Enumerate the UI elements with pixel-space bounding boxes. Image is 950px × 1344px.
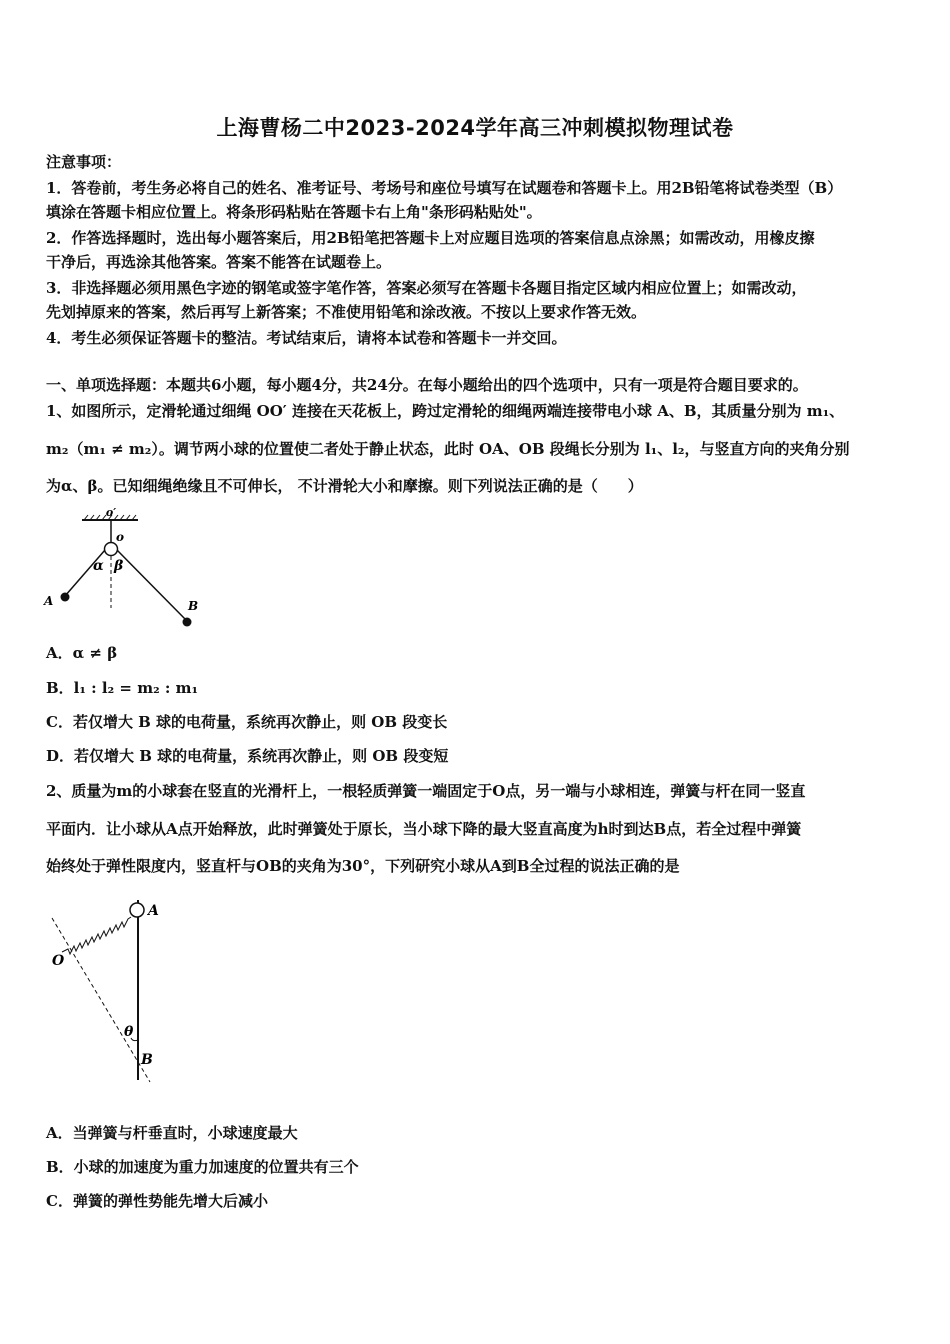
label-b: B [141, 1052, 153, 1068]
ball-b [183, 618, 192, 627]
notice-line: 1．答卷前，考生务必将自己的姓名、准考证号、考场号和座位号填写在试题卷和答题卡上。用2B铅笔将试卷类型（B） [46, 179, 843, 197]
q2-stem-line: 2、质量为m的小球套在竖直的光滑杆上，一根轻质弹簧一端固定于O点，另一端与小球相连，弹簧与杆在同一竖直 [46, 782, 806, 800]
notice-line: 填涂在答题卡相应位置上。将条形码粘贴在答题卡右上角"条形码粘贴处"。 [46, 203, 542, 221]
ball-a [61, 593, 70, 602]
q1-option-b[interactable]: B．l₁ : l₂ = m₂ : m₁ [46, 679, 199, 697]
ball-a [130, 903, 144, 917]
q1-stem-line: 1、如图所示，定滑轮通过细绳 OO′ 连接在天花板上，跨过定滑轮的细绳两端连接带电小球 A、B，其质量分别为 m₁、 [46, 402, 845, 420]
notice-heading: 注意事项： [46, 153, 122, 171]
q2-stem-line: 始终处于弹性限度内，竖直杆与OB的夹角为30°，下列研究小球从A到B全过程的说法正确的是 [46, 857, 680, 875]
notice-line: 先划掉原来的答案，然后再写上新答案；不准使用铅笔和涂改液。不按以上要求作答无效。 [46, 303, 647, 321]
dashed-line-ob [52, 918, 150, 1082]
pulley [105, 543, 118, 556]
q2-spring-figure [40, 890, 180, 1090]
section-heading: 一、单项选择题：本题共6小题，每小题4分，共24分。在每小题给出的四个选项中，只有一项是符合题目要求的。 [46, 376, 808, 394]
q1-option-a[interactable]: A．α ≠ β [46, 644, 118, 662]
spring [62, 917, 131, 954]
notice-line: 2．作答选择题时，选出每小题答案后，用2B铅笔把答题卡上对应题目选项的答案信息点涂黑；如需改动，用橡皮擦 [46, 229, 815, 247]
q2-option-a[interactable]: A．当弹簧与杆垂直时，小球速度最大 [46, 1124, 298, 1142]
q1-stem-line: m₂（m₁ ≠ m₂）。调节两小球的位置使二者处于静止状态，此时 OA、OB 段绳长分别为 l₁、l₂，与竖直方向的夹角分别 [46, 440, 850, 458]
label-b: B [188, 599, 199, 613]
label-a: A [148, 903, 159, 919]
label-o: o [116, 530, 125, 544]
notice-line: 3．非选择题必须用黑色字迹的钢笔或签字笔作答，答案必须写在答题卡各题目指定区域内相应位置上；如需改动， [46, 279, 807, 297]
q1-pulley-figure [40, 500, 220, 635]
notice-line: 4．考生必须保证答题卡的整洁。考试结束后，请将本试卷和答题卡一并交回。 [46, 329, 567, 347]
q2-stem-line: 平面内．让小球从A点开始释放，此时弹簧处于原长，当小球下降的最大竖直高度为h时到达B点，若全过程中弹簧 [46, 820, 802, 838]
label-a: A [44, 594, 54, 608]
label-o-prime: o′ [105, 506, 117, 519]
label-beta: β [114, 558, 124, 574]
q1-stem-line: 为α、β。已知细绳绝缘且不可伸长， 不计滑轮大小和摩擦。则下列说法正确的是（ ） [46, 477, 643, 495]
q2-option-b[interactable]: B．小球的加速度为重力加速度的位置共有三个 [46, 1158, 359, 1176]
label-alpha: α [93, 558, 104, 574]
q1-option-d[interactable]: D．若仅增大 B 球的电荷量，系统再次静止，则 OB 段变短 [46, 747, 449, 765]
label-theta: θ [124, 1024, 134, 1040]
notice-line: 干净后，再选涂其他答案。答案不能答在试题卷上。 [46, 253, 392, 271]
q1-option-c[interactable]: C．若仅增大 B 球的电荷量，系统再次静止，则 OB 段变长 [46, 713, 448, 731]
rope-ob [117, 550, 187, 621]
page-title: 上海曹杨二中2023-2024学年高三冲刺模拟物理试卷 [216, 116, 734, 140]
label-o: O [52, 953, 65, 969]
q2-option-c[interactable]: C．弹簧的弹性势能先增大后减小 [46, 1192, 268, 1210]
